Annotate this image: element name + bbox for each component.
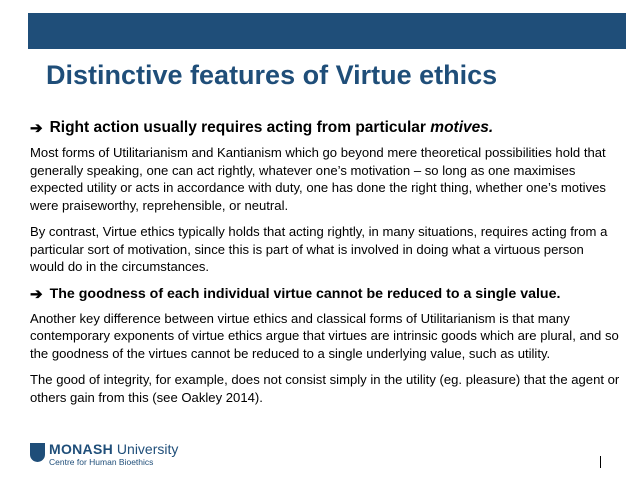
logo-wordmark (49, 441, 178, 457)
monash-logo (30, 441, 178, 467)
logo-regular: University (113, 441, 179, 457)
heading-right-action-emphasis: motives. (430, 119, 494, 136)
slide-body (30, 119, 620, 415)
paragraph-plural-goods: Another key difference between virtue ethics and classical forms of Utilitarianism is that many contemporary exponents of virtue ethics argue that virtues are intrinsic goods which are plural, and so the goodness of the virtues cannot be reduced to a single underlying value, such as utility. (30, 310, 619, 361)
paragraph-utilitarianism: Most forms of Utilitarianism and Kantianism which go beyond mere theoretical possibilities hold that generally speaking, one can act rightly, whatever one’s motivation – so long as one maximises expected utility or acts in accordance with duty, one has done the right thing, whether one’s motives were praiseworthy, reprehensible, or neutral. (30, 145, 606, 213)
logo-bold: MONASH (49, 441, 114, 457)
heading-right-action (30, 119, 620, 137)
heading-goodness (30, 285, 620, 303)
slide-title: Distinctive features of Virtue ethics (46, 60, 498, 90)
logo-subtitle: Centre for Human Bioethics (49, 457, 154, 467)
arrow-right-icon: ➔ (30, 120, 43, 137)
logo-text (49, 441, 178, 467)
paragraph-integrity: The good of integrity, for example, does not consist simply in the utility (eg. pleasure) that the agent or others gain from this (see Oakley 2014). (30, 372, 620, 405)
header-bar (28, 13, 626, 49)
heading-goodness-text: The goodness of each individual virtue cannot be reduced to a single value. (49, 285, 561, 302)
page-number-marker (600, 456, 601, 468)
arrow-right-icon: ➔ (30, 285, 43, 303)
paragraph-virtue-contrast: By contrast, Virtue ethics typically holds that acting rightly, in many situations, requires acting from a particular sort of motivation, since this is part of what is involved in doing what a virtuous person would do in the circumstances. (30, 224, 608, 274)
crest-icon (30, 443, 45, 462)
heading-right-action-text (50, 119, 494, 137)
heading-right-action-main: Right action usually requires acting from particular (49, 119, 431, 136)
